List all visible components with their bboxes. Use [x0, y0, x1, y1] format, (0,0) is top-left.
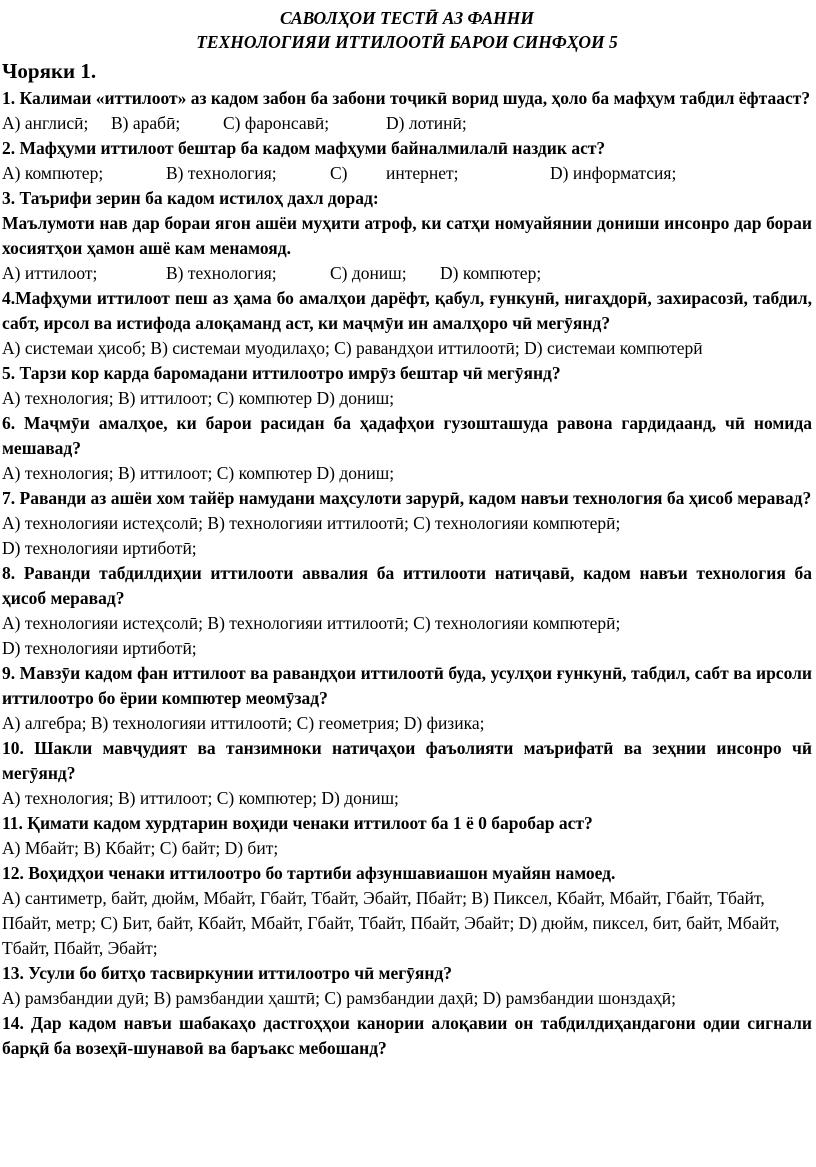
question-13: 13. Усули бо битҳо тасвиркунии иттилоотро чӣ мегӯянд?: [2, 963, 453, 983]
document-title-line-2: ТЕХНОЛОГИЯИ ИТТИЛООТӢ БАРОИ СИНФҲОИ 5: [196, 32, 618, 52]
option-c-text: интернет;: [386, 163, 459, 183]
option-b: B) технология;: [166, 263, 277, 283]
question-10: 10. Шакли мавҷудият ва танзимноки натиҷаҳои фаъолияти маърифатӣ ва зеҳнии инсонро чӣ мегӯянд?: [2, 738, 812, 783]
answer-options-3: [2, 261, 812, 286]
answer-options-13: A) рамзбандии дуӣ; B) рамзбандии ҳаштӣ; C) рамзбандии даҳӣ; D) рамзбандии шонздаҳӣ;: [2, 988, 676, 1008]
option-a: A) иттилоот;: [2, 263, 98, 283]
answer-options-1: [2, 111, 812, 136]
answer-options-8-d: D) технологияи иртиботӣ;: [2, 638, 197, 658]
option-d: D) лотинӣ;: [386, 113, 467, 133]
question-3-definition: Маълумоти нав дар бораи ягон ашёи муҳити атроф, ки сатҳи номуайянии дониши инсонро дар бораи хосиятҳои ҳамон ашё кам менамояд.: [2, 213, 812, 258]
option-c: C): [330, 163, 348, 183]
option-d: D) информатсия;: [550, 163, 677, 183]
question-4: 4.Мафҳуми иттилоот пеш аз ҳама бо амалҳои дарёфт, қабул, ғункунӣ, нигаҳдорӣ, захирасозӣ, табдил, сабт, ирсол ва истифода алоқаманд аст, ки маҷмӯи ин амалҳоро чӣ мегӯянд?: [2, 288, 812, 333]
question-12: 12. Воҳидҳои ченаки иттилоотро бо тартиби афзуншавиашон муайян намоед.: [2, 863, 616, 883]
answer-options-5: A) технология; B) иттилоот; C) компютер D) дониш;: [2, 388, 395, 408]
question-14: 14. Дар кадом навъи шабакаҳо дастгоҳҳои канории алоқавии он табдилдиҳандагони одии сигнали барқӣ ба возеҳӣ-шунавоӣ ва баръакс мебошанд?: [2, 1013, 812, 1058]
answer-options-7: A) технологияи истеҳсолӣ; B) технологияи иттилоотӣ; C) технологияи компютерӣ;: [2, 513, 621, 533]
answer-options-8: A) технологияи истеҳсолӣ; B) технологияи иттилоотӣ; C) технологияи компютерӣ;: [2, 613, 621, 633]
question-1: 1. Калимаи «иттилоот» аз кадом забон ба забони тоҷикӣ ворид шуда, ҳоло ба мафҳум табдил ёфтааст?: [2, 88, 811, 108]
quarter-heading: Чоряки 1.: [2, 59, 97, 83]
answer-options-6: A) технология; B) иттилоот; C) компютер D) дониш;: [2, 463, 395, 483]
answer-options-2: [2, 161, 812, 186]
question-2: 2. Мафҳуми иттилоот бештар ба кадом мафҳуми байналмилалӣ наздик аст?: [2, 138, 606, 158]
option-a: A) англисӣ;: [2, 113, 89, 133]
document-title-line-1: САВОЛҲОИ ТЕСТӢ АЗ ФАННИ: [280, 8, 534, 28]
answer-options-10: A) технология; B) иттилоот; C) компютер; D) дониш;: [2, 788, 399, 808]
question-7: 7. Раванди аз ашёи хом тайёр намудани маҳсулоти зарурӣ, кадом навъи технология ба ҳисоб меравад?: [2, 488, 812, 508]
option-d: D) компютер;: [440, 263, 542, 283]
option-c: C) фаронсавӣ;: [223, 113, 330, 133]
question-6: 6. Маҷмӯи амалҳое, ки барои расидан ба ҳадафҳои гузошташуда равона гардидаанд, чӣ номида мешавад?: [2, 413, 812, 458]
question-5: 5. Тарзи кор карда баромадани иттилоотро имрӯз бештар чӣ мегӯянд?: [2, 363, 561, 383]
question-9: 9. Мавзӯи кадом фан иттилоот ва равандҳои иттилоотӣ буда, усулҳои ғункунӣ, табдил, сабт ва ирсоли иттилоотро бо ёрии компютер меомӯзад?: [2, 663, 812, 708]
answer-options-11: A) Мбайт; B) Кбайт; C) байт; D) бит;: [2, 838, 279, 858]
option-b: B) технология;: [166, 163, 277, 183]
question-8: 8. Раванди табдилдиҳии иттилооти аввалия ба иттилооти натиҷавӣ, кадом навъи технология ба ҳисоб меравад?: [2, 563, 812, 608]
answer-options-4: A) системаи ҳисоб; B) системаи муодилаҳо; C) равандҳои иттилоотӣ; D) системаи компютерӣ: [2, 338, 703, 358]
option-a: A) компютер;: [2, 163, 104, 183]
question-3: 3. Таърифи зерин ба кадом истилоҳ дахл дорад:: [2, 188, 379, 208]
question-11: 11. Қимати кадом хурдтарин воҳиди ченаки иттилоот ба 1 ё 0 баробар аст?: [2, 813, 593, 833]
answer-options-12: A) сантиметр, байт, дюйм, Мбайт, Гбайт, Тбайт, Эбайт, Пбайт; B) Пиксел, Кбайт, Мбайт, Гбайт, Тбайт, Пбайт, метр; C) Бит, байт, Кбайт, Мбайт, Гбайт, Тбайт, Пбайт, Эбайт; D) дюйм, пиксел, бит, байт, Мбайт, Тбайт, Пбайт, Эбайт;: [2, 888, 780, 958]
option-b: B) арабӣ;: [111, 113, 181, 133]
answer-options-9: A) алгебра; B) технологияи иттилоотӣ; C) геометрия; D) физика;: [2, 713, 485, 733]
answer-options-7-d: D) технологияи иртиботӣ;: [2, 538, 197, 558]
option-c: C) дониш;: [330, 263, 407, 283]
